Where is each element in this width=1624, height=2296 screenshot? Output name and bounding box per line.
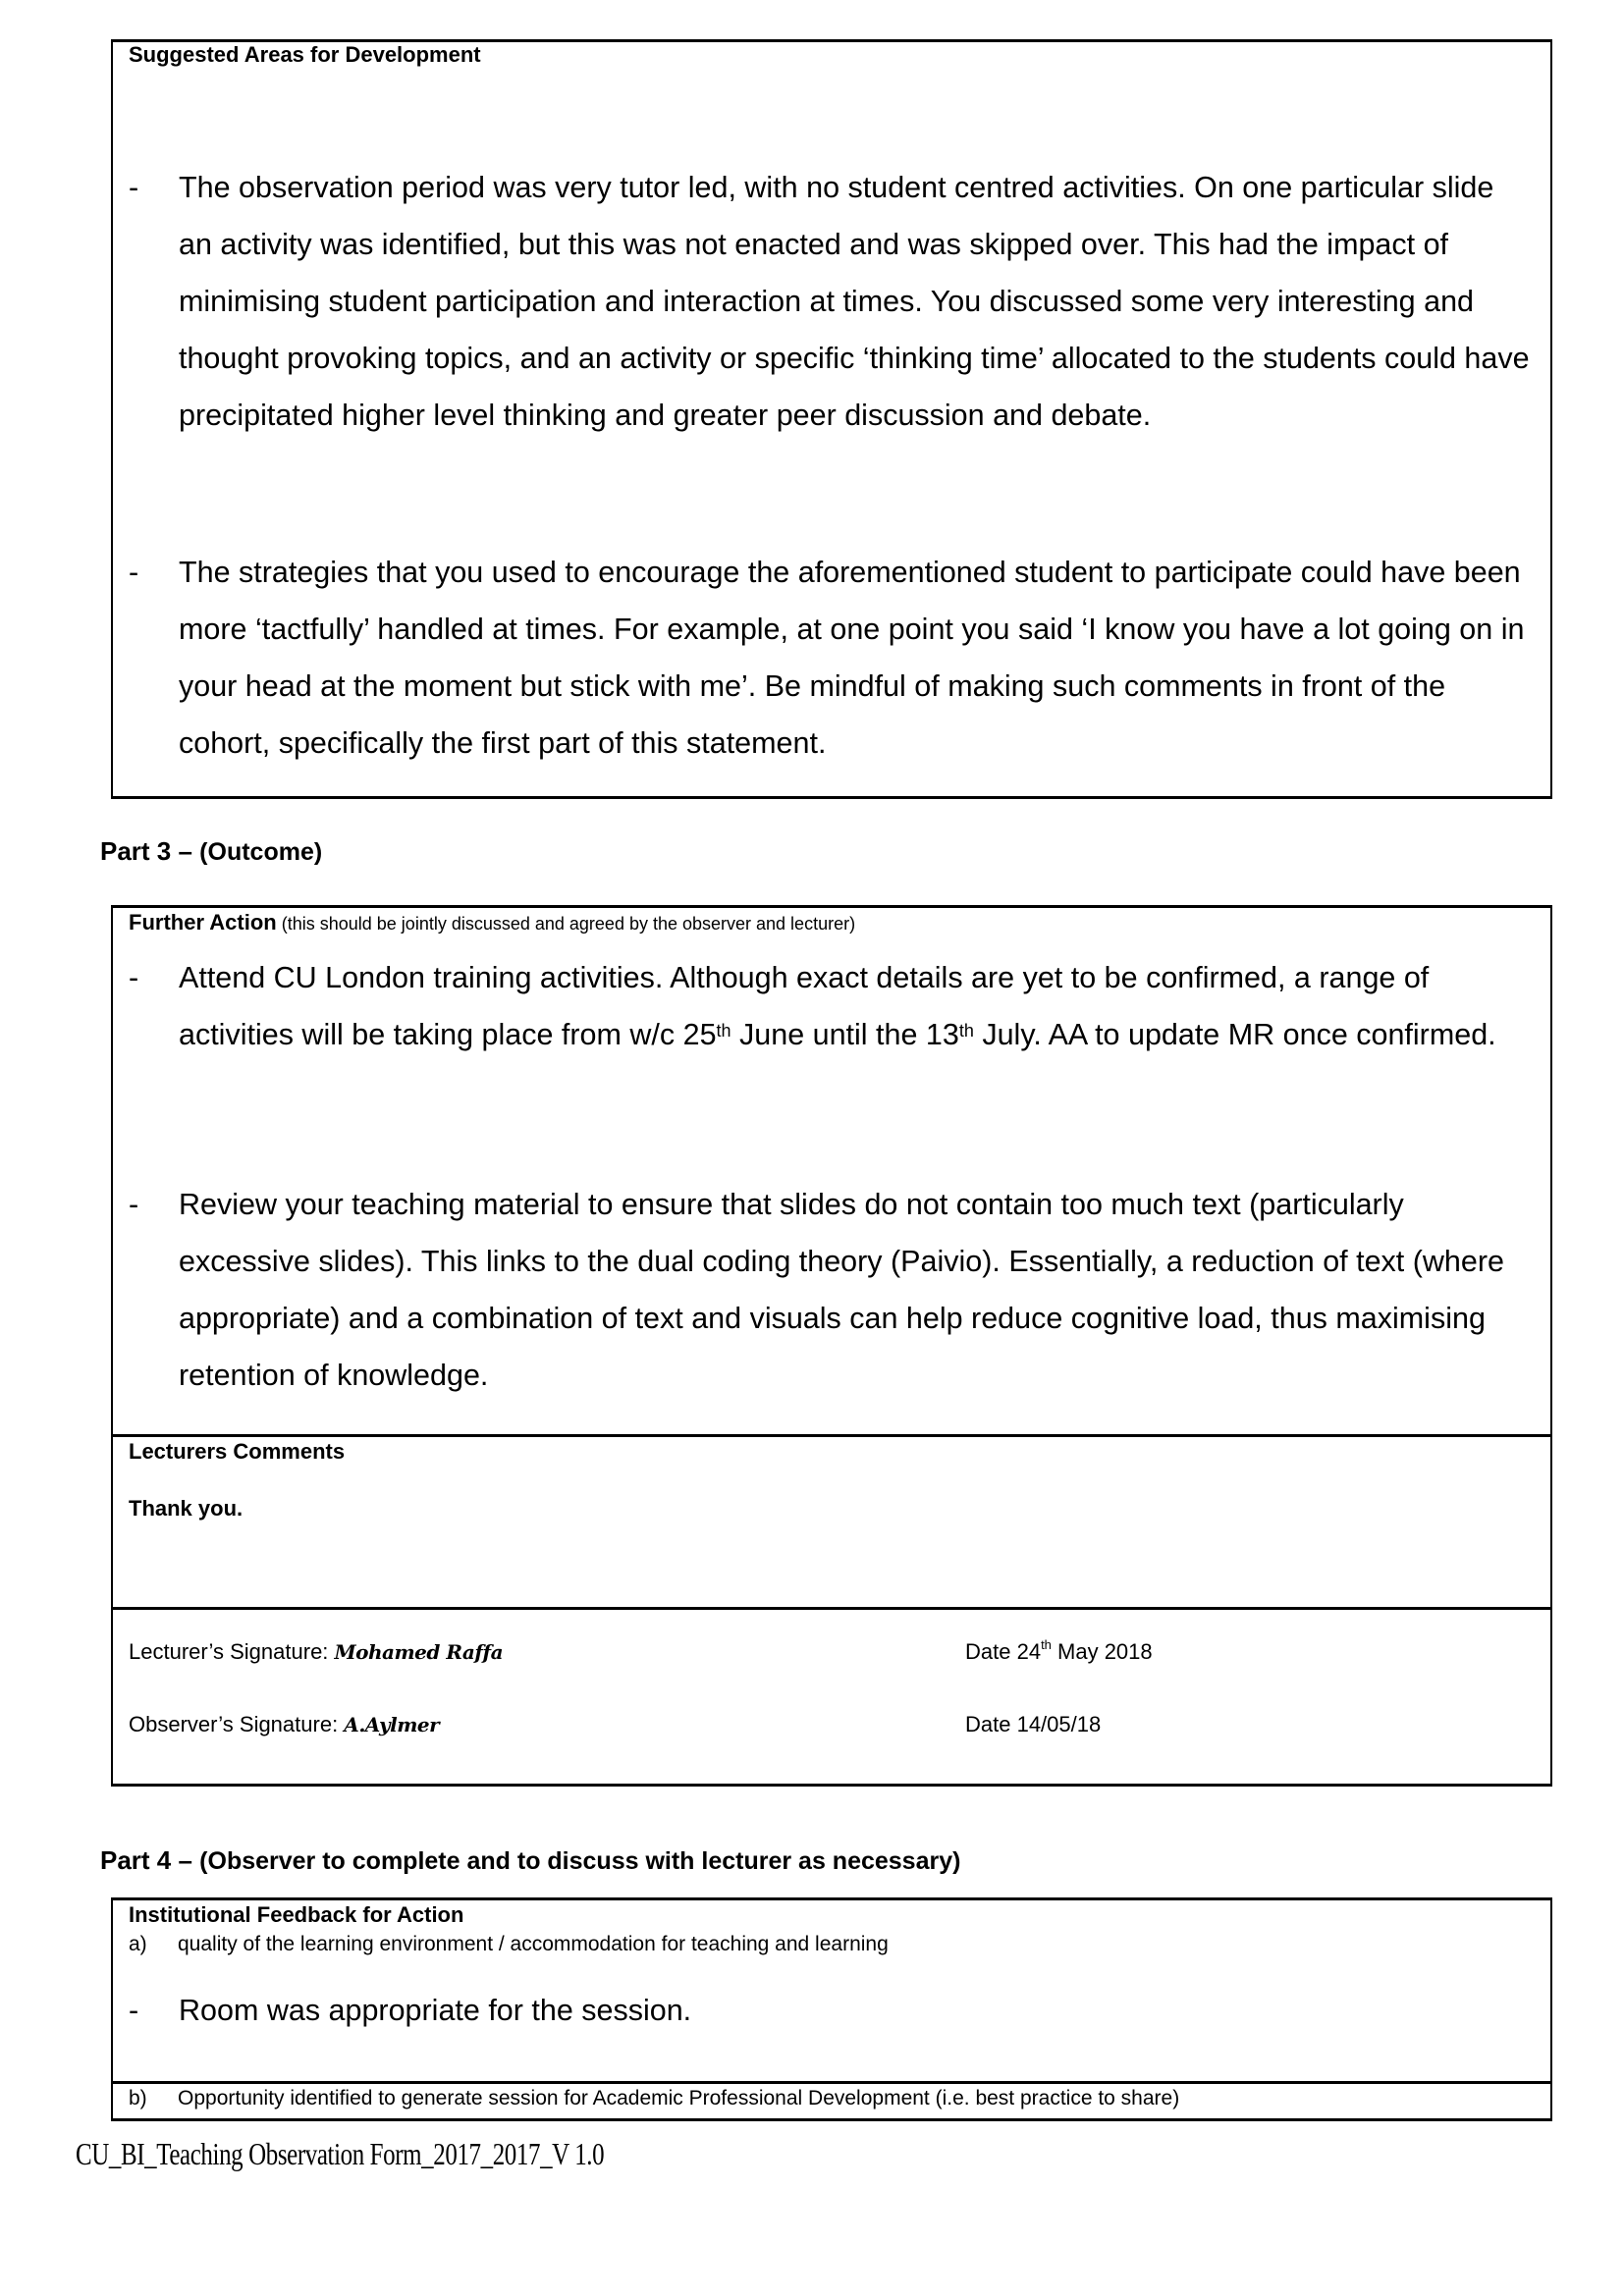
further-action-text (179, 949, 1531, 1063)
feedback-item-a (129, 1933, 889, 1956)
observer-signature-label: Observer’s Signature: (129, 1712, 345, 1736)
bullet-dash: - (129, 961, 139, 994)
further-action-text: Review your teaching material to ensure that slides do not contain too much text (particularly excessive slides). This links to the dual coding theory (Paivio). Essentially, a reduction of text (where appropriate) and a combination of text and visuals can help reduce cognitive load, thus maximising retention of knowledge. (179, 1188, 1504, 1392)
part3-heading (100, 836, 322, 867)
text-fragment: June until the 13 (731, 1018, 959, 1051)
bullet-dash: - (129, 1994, 139, 2027)
further-action-item (129, 949, 1531, 1063)
feedback-response (129, 1982, 1531, 2039)
suggested-areas-box (111, 39, 1552, 799)
observer-signature: A.Aylmer (344, 1713, 440, 1736)
observer-signature-row (129, 1712, 439, 1737)
item-marker: b) (129, 2087, 147, 2109)
lecturer-date (965, 1639, 1153, 1665)
feedback-response-text: Room was appropriate for the session. (179, 1994, 692, 2027)
further-action-item (129, 1176, 1531, 1404)
date-text: Date 24 (965, 1639, 1042, 1664)
further-action-note: (this should be jointly discussed and agreed by the observer and lecturer) (276, 914, 856, 934)
suggested-areas-label: Suggested Areas for Development (129, 42, 481, 67)
bullet-dash: - (129, 1188, 139, 1221)
part4-heading (100, 1845, 960, 1876)
superscript: th (716, 1021, 731, 1041)
lecturer-signature-row (129, 1639, 503, 1665)
part4-heading-paren: (Observer to complete and to discuss with lecturer as necessary) (199, 1847, 961, 1875)
feedback-item-b (129, 2087, 1179, 2110)
lecturers-comments-cell (113, 1434, 1550, 1607)
suggestion-text: The observation period was very tutor led, with no student centred activities. On one particular slide an activity was identified, but this was not enacted and was skipped over. This had the impact of minimising student participation and interaction at times. You discussed some very interesting and thought provoking topics, and an activity or specific ‘thinking time’ allocated to the students could have precipitated higher level thinking and greater peer discussion and debate. (179, 171, 1530, 432)
further-action-title: Further Action (129, 910, 277, 934)
lecturer-signature: Mohamed Raffa (334, 1640, 504, 1664)
suggestion-item (129, 159, 1531, 444)
signatures-cell (113, 1607, 1550, 1787)
observer-date: Date 14/05/18 (965, 1712, 1102, 1736)
item-text: quality of the learning environment / accommodation for teaching and learning (178, 1933, 889, 1955)
bullet-dash: - (129, 171, 139, 204)
text-fragment: July. AA to update MR once confirmed. (973, 1018, 1496, 1051)
feedback-item-b-cell (113, 2081, 1550, 2120)
lecturer-signature-label: Lecturer’s Signature: (129, 1639, 335, 1664)
institutional-feedback-box (111, 1897, 1552, 2121)
part3-heading-prefix: Part 3 – (100, 836, 200, 866)
superscript: th (958, 1021, 974, 1041)
further-action-label (129, 910, 855, 935)
institutional-feedback-label: Institutional Feedback for Action (129, 1902, 464, 1927)
suggestion-item (129, 544, 1531, 772)
date-text: May 2018 (1051, 1639, 1153, 1664)
lecturers-comments-label: Lecturers Comments (129, 1439, 346, 1464)
lecturers-comments-text: Thank you. (129, 1496, 244, 1521)
outcome-box (111, 905, 1552, 1787)
part4-heading-prefix: Part 4 – (100, 1845, 200, 1875)
bullet-dash: - (129, 556, 139, 589)
suggestion-text: The strategies that you used to encourage the aforementioned student to participate could have been more ‘tactfully’ handled at times. For example, at one point you said ‘I know you have a lot going on in your head at the moment but stick with me’. Be mindful of making such comments in front of the cohort, specifically the first part of this statement. (179, 556, 1525, 760)
document-footer: CU_BI_Teaching Observation Form_2017_2017_V 1.0 (76, 2136, 605, 2171)
superscript: th (1041, 1637, 1052, 1652)
item-marker: a) (129, 1933, 147, 1955)
item-text: Opportunity identified to generate session for Academic Professional Development (i.e. best practice to share) (178, 2087, 1180, 2109)
part3-heading-paren: (Outcome) (199, 838, 323, 866)
text-fragment: Attend CU London training activities. Although exact details are yet to be confirmed, a range of activities will be taking place from w/c 25 (179, 961, 1430, 1051)
